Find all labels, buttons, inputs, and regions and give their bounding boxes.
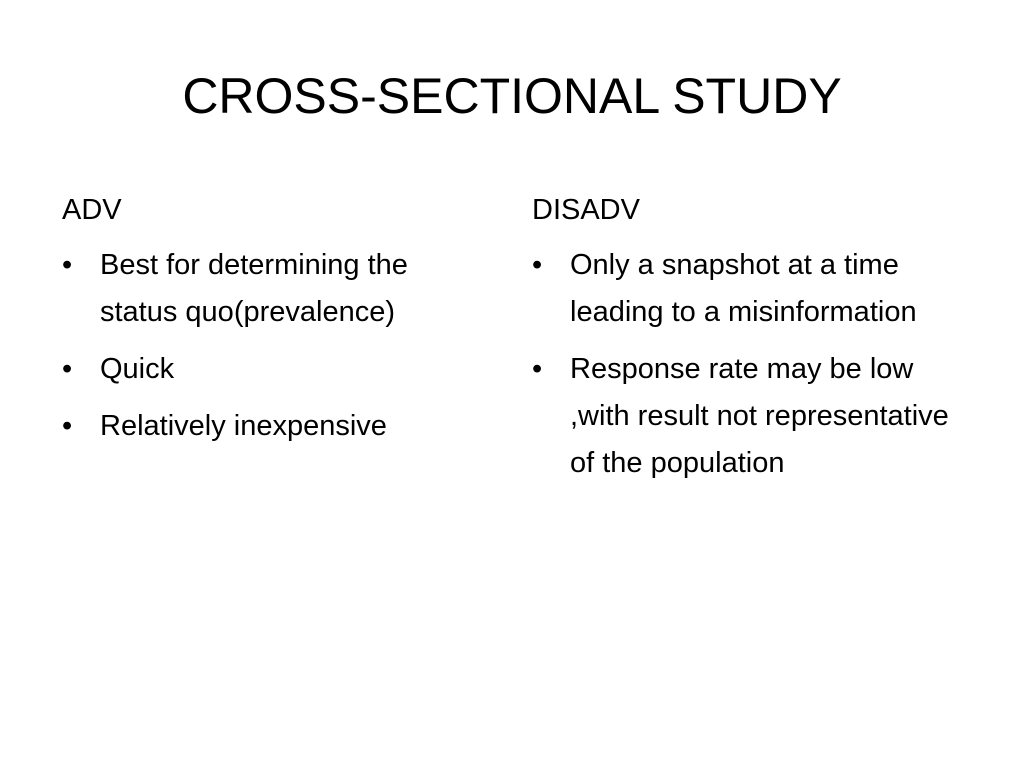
bullet-icon: • (62, 353, 73, 385)
bullet-icon: • (532, 249, 543, 281)
disadvantage-text: Response rate may be low ,with result not representative of the population (570, 353, 949, 479)
advantage-text: Best for determining the status quo(prevalence) (100, 249, 408, 328)
advantage-text: Relatively inexpensive (100, 410, 387, 442)
bullet-icon: • (62, 410, 73, 442)
disadvantages-list (532, 242, 962, 487)
advantages-list (62, 242, 482, 450)
disadvantage-text: Only a snapshot at a time leading to a misinformation (570, 249, 917, 328)
advantage-text: Quick (100, 353, 175, 385)
disadvantages-heading: DISADV (532, 194, 640, 226)
bullet-icon: • (532, 353, 543, 385)
disadvantage-item (532, 346, 962, 487)
disadvantage-item (532, 242, 962, 336)
advantage-item (62, 403, 482, 450)
advantage-item (62, 242, 482, 336)
bullet-icon: • (62, 249, 73, 281)
advantage-item (62, 346, 482, 393)
slide-title: CROSS-SECTIONAL STUDY (182, 68, 842, 124)
advantages-column (62, 190, 482, 460)
disadvantages-column (532, 190, 962, 497)
advantages-heading: ADV (62, 194, 122, 226)
